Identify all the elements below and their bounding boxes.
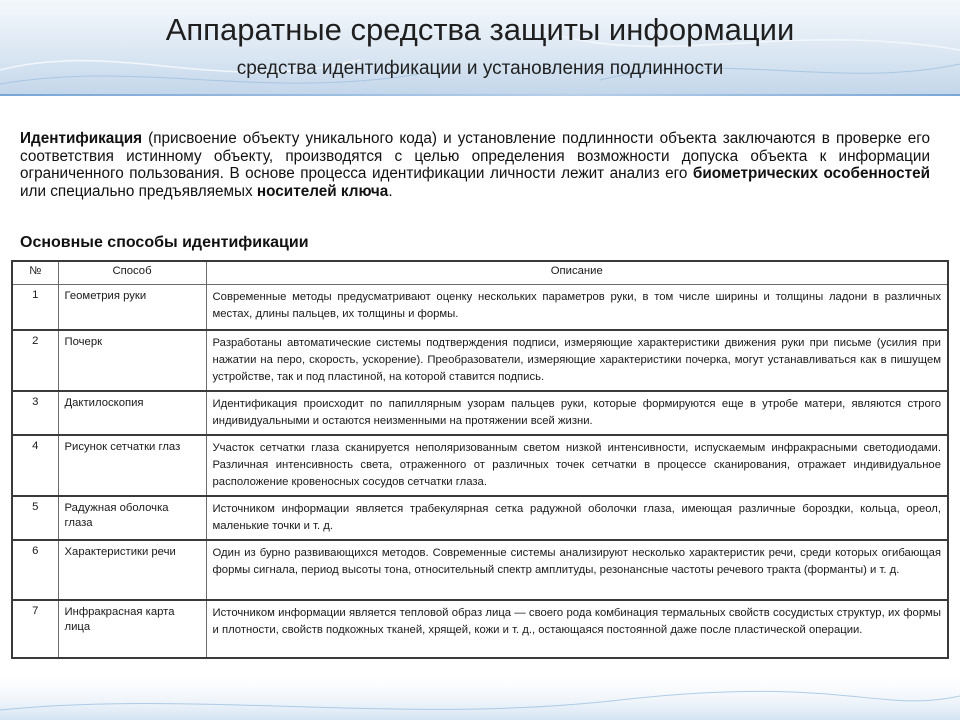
- row-method: Инфракрасная карта лица: [58, 600, 206, 658]
- intro-term-identification: Идентификация: [20, 130, 143, 147]
- row-number: 3: [12, 391, 58, 435]
- row-number: 6: [12, 540, 58, 600]
- row-number: 2: [12, 330, 58, 391]
- intro-text-2: или специально предъявляемых: [20, 182, 257, 200]
- row-method: Дактилоскопия: [58, 391, 206, 435]
- page-title: Аппаратные средства защиты информации: [165, 12, 795, 47]
- row-description: Идентификация происходит по папиллярным узорам пальцев руки, которые формируются еще в утробе матери, являются строго индивидуальными и остаются неизменными на протяжении всей жизни.: [206, 391, 948, 435]
- column-header-method: Способ: [58, 261, 206, 285]
- page-subtitle: средства идентификации и установления подлинности: [236, 58, 724, 79]
- row-number: 4: [12, 435, 58, 496]
- row-description: Современные методы предусматривают оценку нескольких параметров руки, в том числе ширины и толщины ладони в различных местах, длины пальцев, их толщины и формы.: [206, 285, 948, 330]
- row-number: 5: [12, 496, 58, 540]
- table-row: [12, 600, 948, 658]
- intro-paragraph: [20, 130, 930, 200]
- row-method: Характеристики речи: [58, 540, 206, 600]
- row-description: Источником информации является тепловой образ лица — своего рода комбинация термальных свойств сосудистых структур, их формы и плотности, свойств подкожных тканей, хрящей, кожи и т. д., остающаяся постоянной даже после пластической операции.: [206, 600, 948, 658]
- footer-decoration: [0, 670, 960, 720]
- row-method: Почерк: [58, 330, 206, 391]
- column-header-num: №: [12, 261, 58, 285]
- table-row: [12, 330, 948, 391]
- section-heading: Основные способы идентификации: [20, 234, 309, 251]
- intro-term-biometric: биометрических особенностей: [692, 165, 930, 182]
- row-description: Один из бурно развивающихся методов. Современные системы анализируют несколько характеристик речи, среди которых огибающая формы сигнала, период высоты тона, относительный спектр амплитуды, резонансные частоты речевого тракта (форманты) и т. д.: [206, 540, 948, 600]
- row-number: 1: [12, 285, 58, 330]
- table-row: [12, 285, 948, 330]
- row-number: 7: [12, 600, 58, 658]
- row-method: Геометрия руки: [58, 285, 206, 330]
- intro-term-key-carriers: носителей ключа: [256, 182, 389, 200]
- row-description: Разработаны автоматические системы подтверждения подписи, измеряющие характеристики движения руки при письме (усилия при нажатии на перо, скорость, ускорение). Преобразователи, измеряющие характеристики почерка, могут устанавливаться как в пишущем устройстве, так и под пластиной, на которой ставится подпись.: [206, 330, 948, 391]
- column-header-description: Описание: [206, 261, 948, 285]
- identification-methods-table: [11, 260, 949, 659]
- table-row: [12, 496, 948, 540]
- intro-text-1: (присвоение объекту уникального кода) и установление подлинности объекта заключаются в проверке его соответствия истинному объекту, производятся с целью определения возможности допуска объекта к информации ограниченного пользования. В основе процесса идентификации личности лежит анализ его: [20, 130, 930, 182]
- table-row: [12, 540, 948, 600]
- table-row: [12, 391, 948, 435]
- row-description: Участок сетчатки глаза сканируется неполяризованным светом низкой интенсивности, испускаемым инфракрасными светодиодами. Различная интенсивность света, отраженного от различных точек сетчатки в процессе сканирования, отражает индивидуальное расположение кровеносных сосудов сетчатки глаза.: [206, 435, 948, 496]
- table-row: [12, 435, 948, 496]
- slide-header: [0, 0, 960, 96]
- table-header-row: [12, 261, 948, 285]
- row-method: Радужная оболочка глаза: [58, 496, 206, 540]
- intro-text-3: .: [388, 182, 393, 200]
- header-divider: [0, 94, 960, 96]
- row-method: Рисунок сетчатки глаз: [58, 435, 206, 496]
- row-description: Источником информации является трабекулярная сетка радужной оболочки глаза, имеющая различные бороздки, кольца, ореол, маленькие точки и т. д.: [206, 496, 948, 540]
